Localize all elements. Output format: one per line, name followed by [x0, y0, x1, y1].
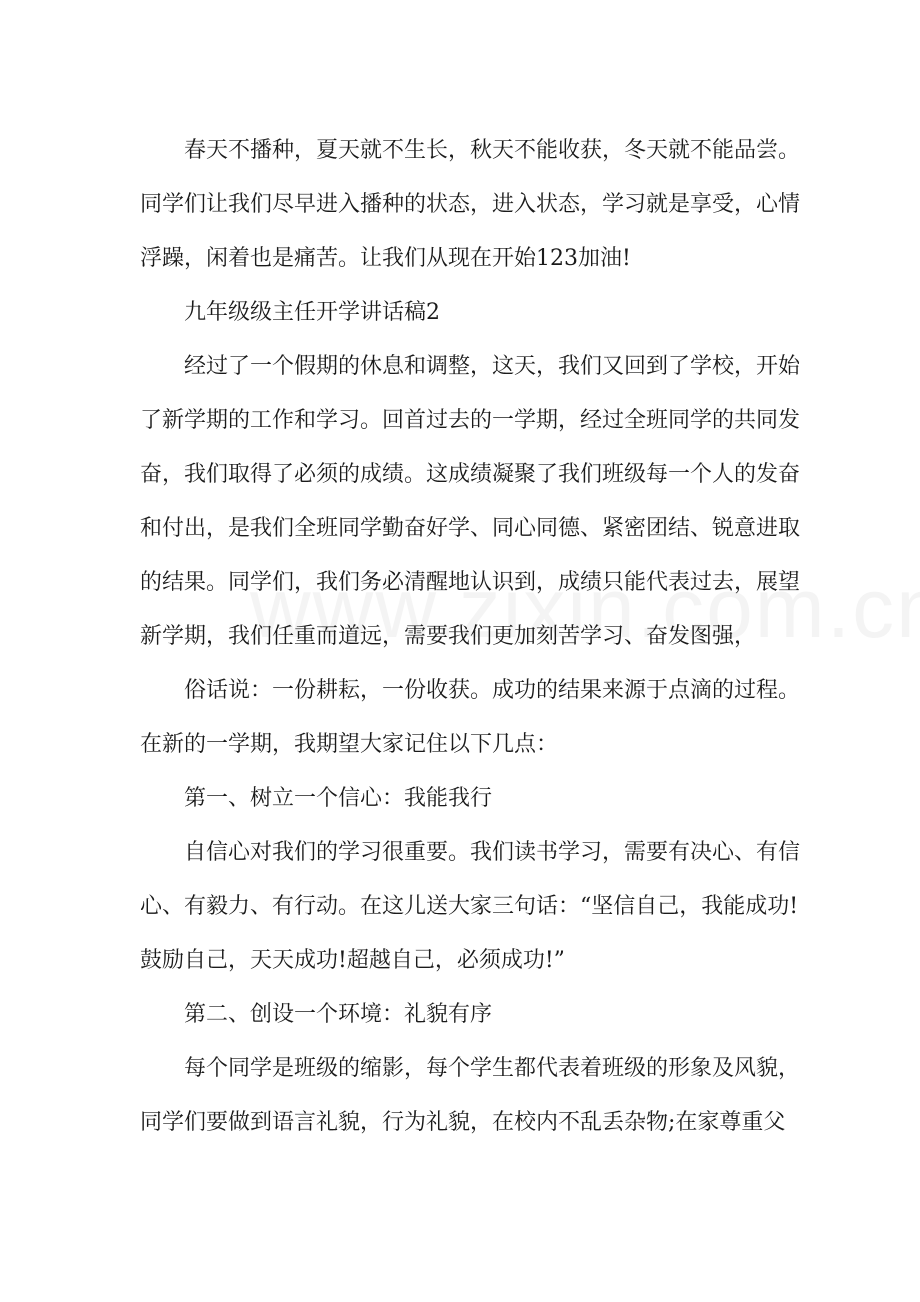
paragraph-3 — [140, 664, 800, 772]
text-line: 同学们要做到语言礼貌，行为礼貌，在校内不乱丢杂物;在家尊重父 — [140, 1110, 786, 1135]
text-line: 和付出，是我们全班同学勤奋好学、同心同德、紧密团结、锐意进取 — [140, 516, 801, 541]
text-line: 浮躁，闲着也是痛苦。让我们从现在开始123加油! — [140, 246, 631, 271]
text-line: 自信心对我们的学习很重要。我们读书学习，需要有决心、有信 — [184, 840, 801, 865]
paragraph-1 — [140, 124, 800, 286]
paragraph-2 — [140, 340, 800, 664]
text-line: 同学们让我们尽早进入播种的状态，进入状态，学习就是享受，心情 — [140, 192, 801, 217]
point-two-heading — [140, 988, 800, 1042]
text-line: 鼓励自己，天天成功!超越自己，必须成功!” — [140, 948, 565, 973]
text-line: 心、有毅力、有行动。在这儿送大家三句话：“坚信自己，我能成功! — [140, 894, 799, 919]
text-line: 每个同学是班级的缩影，每个学生都代表着班级的形象及风貌， — [184, 1056, 801, 1081]
text-line: 新学期，我们任重而道远，需要我们更加刻苦学习、奋发图强， — [140, 624, 757, 649]
text-line: 第一、树立一个信心：我能我行 — [184, 786, 493, 811]
point-one-heading — [140, 772, 800, 826]
text-line: 九年级级主任开学讲话稿2 — [184, 300, 440, 325]
text-line: 的结果。同学们，我们务必清醒地认识到，成绩只能代表过去，展望 — [140, 570, 801, 595]
text-line: 在新的一学期，我期望大家记住以下几点： — [140, 732, 559, 757]
text-line: 春天不播种，夏天就不生长，秋天不能收获，冬天就不能品尝。 — [184, 138, 801, 163]
paragraph-4 — [140, 826, 800, 988]
document-body — [140, 124, 800, 1150]
text-line: 俗话说：一份耕耘，一份收获。成功的结果来源于点滴的过程。 — [184, 678, 801, 703]
text-line: 了新学期的工作和学习。回首过去的一学期，经过全班同学的共同发 — [140, 408, 801, 433]
text-line: 经过了一个假期的休息和调整，这天，我们又回到了学校，开始 — [184, 354, 801, 379]
text-line: 奋，我们取得了必须的成绩。这成绩凝聚了我们班级每一个人的发奋 — [140, 462, 801, 487]
section-heading — [140, 286, 800, 340]
text-line: 第二、创设一个环境：礼貌有序 — [184, 1002, 493, 1027]
paragraph-5 — [140, 1042, 800, 1150]
